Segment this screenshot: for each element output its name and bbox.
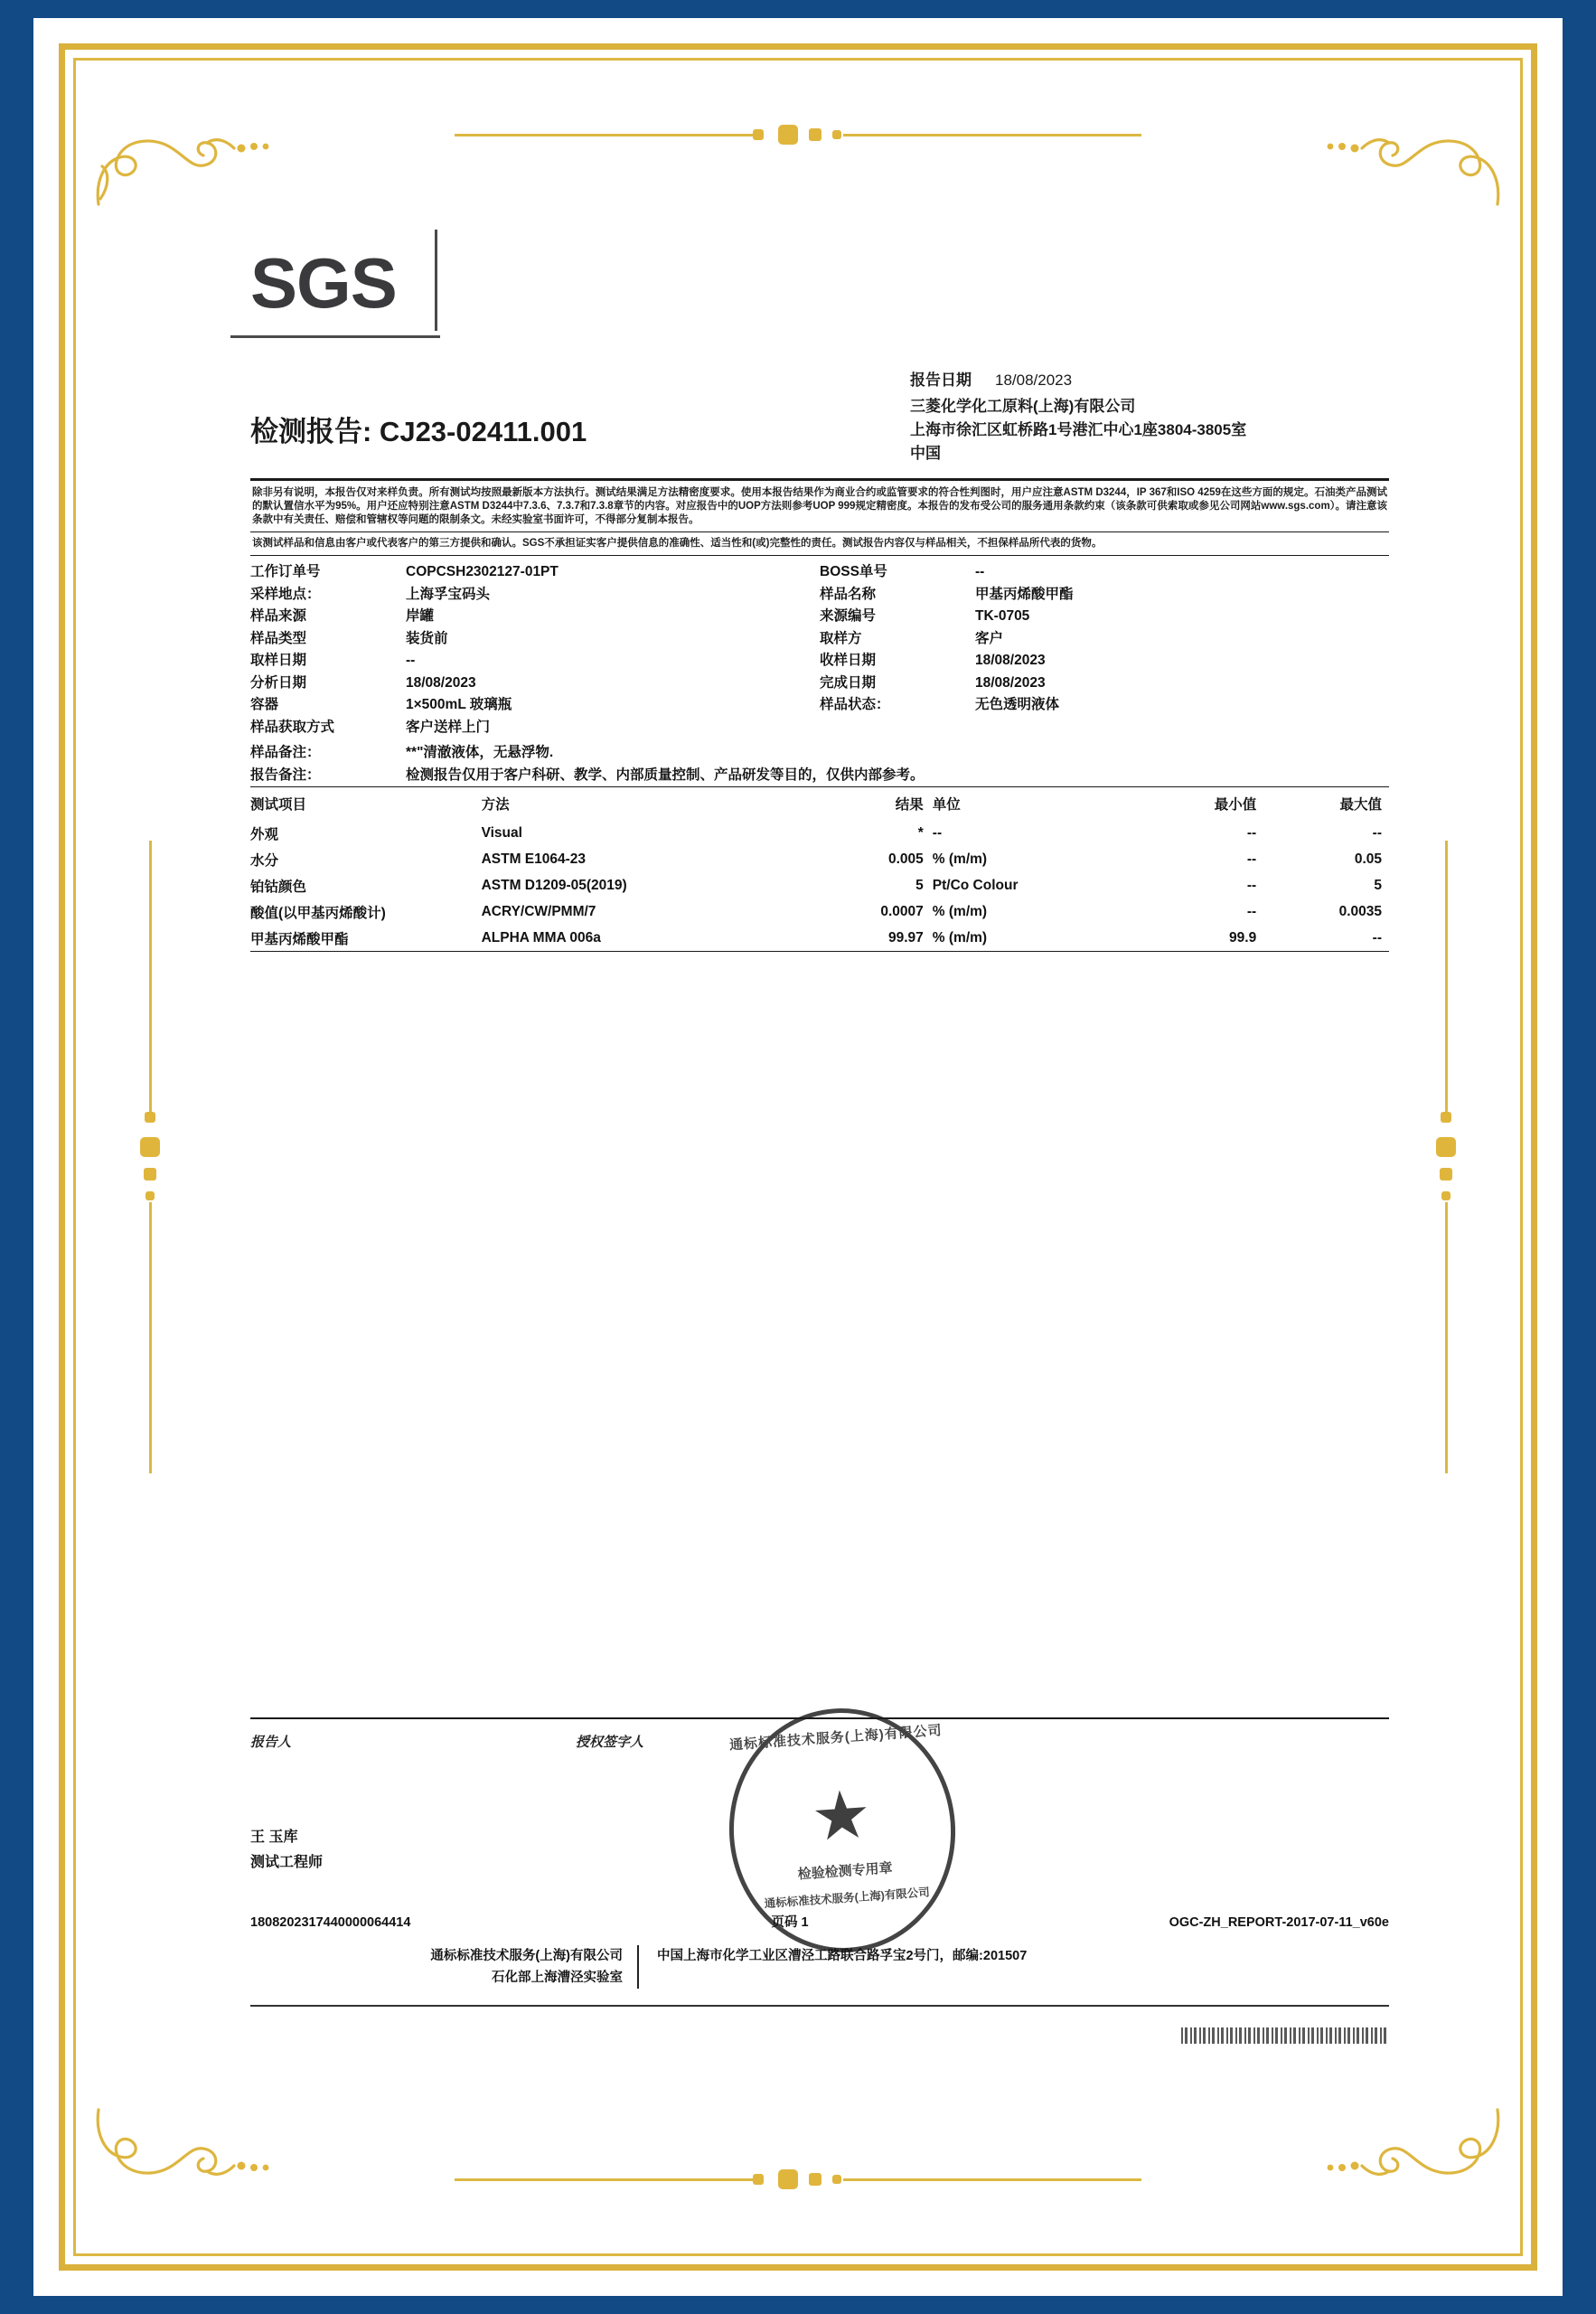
bottom-center-ornament-icon <box>455 2169 1141 2189</box>
cell-max: -- <box>1372 824 1382 841</box>
page-title: 检测报告: CJ23-02411.001 <box>250 416 587 447</box>
reporter-title: 测试工程师 <box>250 1855 324 1870</box>
info-label: 取样方 <box>820 630 862 646</box>
info-row <box>250 628 820 651</box>
report-footer <box>250 1912 1389 2007</box>
cell-result: 99.97 <box>887 929 924 945</box>
footer-top-row <box>250 1912 1389 1931</box>
info-label: 分析日期 <box>250 674 307 691</box>
sgs-logo <box>250 244 485 343</box>
cell-method: ASTM D1209-05(2019) <box>481 877 627 893</box>
cell-test-item: 甲基丙烯酸甲酯 <box>250 931 349 947</box>
footer-address-row <box>250 1931 1389 1989</box>
cell-result: * <box>917 824 924 841</box>
info-value: 1×500mL 玻璃瓶 <box>406 697 512 712</box>
report-date-label: 报告日期 <box>910 372 972 389</box>
report-page <box>33 18 1563 2296</box>
cell-max: -- <box>1372 929 1382 945</box>
cell-min: -- <box>1246 877 1257 893</box>
info-row <box>250 606 820 628</box>
info-row <box>820 561 1389 584</box>
info-value: 上海孚宝码头 <box>406 586 491 602</box>
cell-test-item: 外观 <box>250 826 279 842</box>
right-center-ornament-icon <box>1436 841 1456 1473</box>
cell-method: ASTM E1064-23 <box>481 851 587 867</box>
cell-test-item: 水分 <box>250 852 279 869</box>
client-address-block <box>910 369 1389 466</box>
info-row <box>820 650 1389 673</box>
cell-min: -- <box>1246 851 1257 867</box>
reporter-label: 报告人 <box>250 1735 292 1750</box>
info-label: 样品状态： <box>820 697 890 712</box>
cell-method: ALPHA MMA 006a <box>481 929 601 945</box>
info-label: 收样日期 <box>820 653 877 668</box>
info-row <box>820 606 1389 628</box>
info-value: 18/08/2023 <box>975 674 1046 691</box>
info-value: -- <box>406 653 416 668</box>
info-value: 无色透明液体 <box>975 697 1060 712</box>
left-center-ornament-icon <box>140 841 160 1473</box>
cell-unit: % (m/m) <box>932 851 988 867</box>
cell-min: -- <box>1246 903 1257 919</box>
sgs-logo-text: SGS <box>250 243 397 323</box>
header-test-item: 测试项目 <box>250 797 307 813</box>
info-label: 采样地点： <box>250 586 321 602</box>
cell-unit: % (m/m) <box>932 903 988 919</box>
cell-unit: -- <box>932 824 943 841</box>
results-table-header-row <box>250 787 1389 820</box>
footer-doc-code: 1808202317440000064414 <box>250 1915 411 1930</box>
cell-test-item: 铂钴颜色 <box>250 879 307 895</box>
cell-result: 5 <box>915 877 924 893</box>
sample-info-right-column <box>820 561 1389 738</box>
header-method: 方法 <box>481 797 510 813</box>
info-value: 18/08/2023 <box>406 674 476 691</box>
stamp-star-icon: ★ <box>808 1776 874 1856</box>
stamp-arc-text: 通标标准技术服务(上海)有限公司 <box>728 1723 944 1754</box>
cell-result: 0.0007 <box>880 903 924 919</box>
info-row <box>250 717 820 739</box>
info-row <box>820 694 1389 717</box>
stamp-bottom-text: 通标标准技术服务(上海)有限公司 <box>764 1886 931 1911</box>
cell-unit: Pt/Co Colour <box>932 877 1019 893</box>
footer-lab-company: 通标标准技术服务(上海)有限公司 <box>430 1949 623 1963</box>
table-row <box>250 898 1389 925</box>
info-label: 样品名称 <box>820 586 877 602</box>
info-row <box>250 584 820 607</box>
footer-divider <box>250 2005 1389 2007</box>
footer-page-number: 页码 1 <box>771 1915 809 1930</box>
disclaimer-paragraph-2: 该测试样品和信息由客户或代表客户的第三方提供和确认。SGS不承担证实客户提供信息的准确性、适当性和(或)完整性的责任。测试报告内容仅与样品相关，不担保样品所代表的货物。 <box>252 538 1103 549</box>
table-row <box>250 925 1389 951</box>
report-remark-row <box>250 765 1389 787</box>
info-label: 样品类型 <box>250 630 307 646</box>
divider-below-results <box>250 951 1389 952</box>
client-address: 上海市徐汇区虹桥路1号港汇中心1座3804-3805室 <box>910 421 1247 438</box>
info-value: 甲基丙烯酸甲酯 <box>975 586 1074 602</box>
info-label: 样品来源 <box>250 608 307 624</box>
info-row <box>250 650 820 673</box>
signature-section <box>250 1717 1389 1911</box>
info-row <box>250 561 820 584</box>
header-max: 最大值 <box>1339 797 1382 813</box>
cell-test-item: 酸值(以甲基丙烯酸计) <box>250 905 386 921</box>
cell-min: 99.9 <box>1229 929 1257 945</box>
reporter-name: 王 玉库 <box>250 1830 298 1845</box>
info-row <box>250 694 820 717</box>
authorized-signer-label: 授权签字人 <box>576 1735 644 1750</box>
info-value: 客户 <box>975 630 1004 646</box>
report-date-row <box>910 369 1389 392</box>
top-center-ornament-icon <box>455 125 1141 145</box>
sample-remark-row <box>250 742 1389 765</box>
info-label: 来源编号 <box>820 608 877 624</box>
info-value: COPCSH2302127-01PT <box>406 564 559 579</box>
info-value: TK-0705 <box>975 608 1030 624</box>
cell-unit: % (m/m) <box>932 929 988 945</box>
info-row <box>250 673 820 695</box>
header-min: 最小值 <box>1214 797 1257 813</box>
footer-barcode-icon <box>1181 2027 1389 2044</box>
cell-min: -- <box>1246 824 1257 841</box>
cell-result: 0.005 <box>887 851 924 867</box>
info-label: 完成日期 <box>820 674 877 691</box>
footer-lab-dept: 石化部上海漕泾实验室 <box>492 1971 623 1985</box>
info-row <box>820 628 1389 651</box>
info-value: -- <box>975 564 985 579</box>
header-result: 结果 <box>895 797 924 813</box>
footer-version-code: OGC-ZH_REPORT-2017-07-11_v60e <box>1169 1915 1389 1930</box>
report-remark-value: 检测报告仅用于客户科研、教学、内部质量控制、产品研发等目的，仅供内部参考。 <box>406 767 925 783</box>
footer-lab-address: 中国上海市化学工业区漕泾工路联合路孚宝2号门，邮编:201507 <box>657 1949 1028 1963</box>
header-unit: 单位 <box>932 797 961 813</box>
info-label: 样品获取方式 <box>250 719 335 735</box>
sample-remark-label: 样品备注： <box>250 745 321 760</box>
info-label: BOSS单号 <box>820 564 887 579</box>
info-label: 容器 <box>250 697 279 712</box>
table-row <box>250 820 1389 846</box>
cell-max: 0.0035 <box>1338 903 1382 919</box>
results-table <box>250 787 1389 951</box>
info-value: 18/08/2023 <box>975 653 1046 668</box>
info-row <box>820 584 1389 607</box>
info-label: 工作订单号 <box>250 564 321 579</box>
sgs-logo-underline <box>230 335 440 338</box>
sample-info-left-column <box>250 561 820 738</box>
client-country: 中国 <box>910 445 941 462</box>
info-value: 岸罐 <box>406 608 435 624</box>
sample-remark-value: **"清澈液体，无悬浮物. <box>406 745 554 760</box>
stamp-middle-text: 检验检测专用章 <box>797 1860 894 1883</box>
info-row <box>820 673 1389 695</box>
report-remark-label: 报告备注： <box>250 767 321 783</box>
report-date-value: 18/08/2023 <box>995 372 1073 389</box>
sample-info-section <box>250 556 1389 742</box>
cell-method: ACRY/CW/PMM/7 <box>481 903 596 919</box>
table-row <box>250 846 1389 872</box>
info-value: 装货前 <box>406 630 448 646</box>
table-row <box>250 872 1389 898</box>
disclaimer-paragraph-1: 除非另有说明，本报告仅对来样负责。所有测试均按照最新版本方法执行。测试结果满足方法精密度要求。使用本报告结果作为商业合约或监管要求的符合性判图时，用户应注意ASTM D3244，IP 367和ISO 4259在这些方面的规定。石油类产品测试的默认置信水平为95%。用户还应特别注意ASTM D3244中7.3.6、7.3.7和7.3.8章节的内容。对应报告中的UOP方法则参考UOP 999规定精密度。本报告的发布受公司的服务通用条款约束（该条款可供索取或参见公司网站www.sgs.com）。请注意该条款中有关责任、赔偿和管辖权等问题的限制条文。未经实验室书面许可，不得部分复制本报告。 <box>252 487 1387 525</box>
cell-max: 0.05 <box>1354 851 1382 867</box>
cell-method: Visual <box>481 824 522 841</box>
sgs-logo-vertical-rule <box>435 230 437 331</box>
footer-lab-block <box>250 1945 639 1989</box>
client-company: 三菱化学化工原料(上海)有限公司 <box>910 398 1136 415</box>
info-label: 取样日期 <box>250 653 307 668</box>
title-row <box>250 369 1389 466</box>
report-content <box>250 244 1389 952</box>
info-value: 客户送样上门 <box>406 719 491 735</box>
cell-max: 5 <box>1374 877 1382 893</box>
